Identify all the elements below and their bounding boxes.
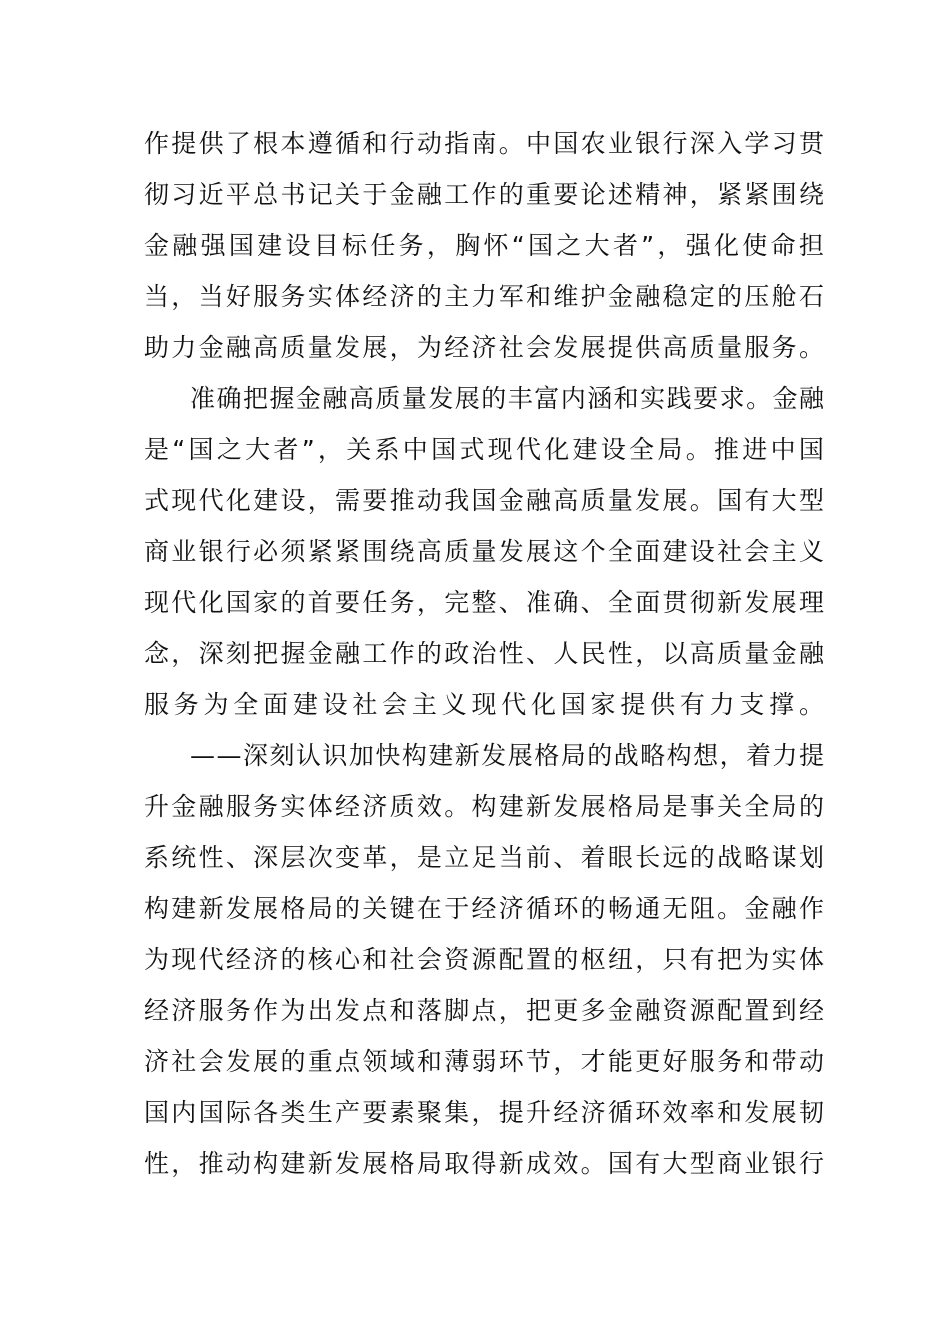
text-line: 彻习近平总书记关于金融工作的重要论述精神，紧紧围绕: [144, 180, 827, 209]
text-line: 念，深刻把握金融工作的政治性、人民性，以高质量金融: [144, 639, 827, 668]
text-line: 现代化国家的首要任务，完整、准确、全面贯彻新发展理: [144, 588, 827, 617]
text-line: 式现代化建设，需要推动我国金融高质量发展。国有大型: [144, 486, 827, 515]
text-line: 经济服务作为出发点和落脚点，把更多金融资源配置到经: [144, 996, 827, 1025]
text-line: 是“国之大者”，关系中国式现代化建设全局。推进中国: [144, 435, 828, 464]
text-line: 当，当好服务实体经济的主力军和维护金融稳定的压舱石: [144, 282, 827, 311]
text-line: ——深刻认识加快构建新发展格局的战略构想，着力提: [190, 741, 826, 770]
text-line: 构建新发展格局的关键在于经济循环的畅通无阻。金融作: [144, 894, 827, 923]
text-line: 商业银行必须紧紧围绕高质量发展这个全面建设社会主义: [144, 537, 827, 566]
text-line: 系统性、深层次变革，是立足当前、着眼长远的战略谋划: [144, 843, 827, 872]
body-text: [144, 118, 829, 1189]
text-line: 升金融服务实体经济质效。构建新发展格局是事关全局的: [144, 792, 827, 821]
text-line: 服务为全面建设社会主义现代化国家提供有力支撑。: [144, 690, 829, 719]
text-line: 助力金融高质量发展，为经济社会发展提供高质量服务。: [144, 333, 827, 362]
text-line: 国内国际各类生产要素聚集，提升经济循环效率和发展韧: [144, 1098, 827, 1127]
text-line: 金融强国建设目标任务，胸怀“国之大者”，强化使命担: [144, 231, 828, 260]
text-line: 济社会发展的重点领域和薄弱环节，才能更好服务和带动: [144, 1047, 827, 1076]
text-line: 性，推动构建新发展格局取得新成效。国有大型商业银行: [144, 1149, 827, 1178]
text-line: 作提供了根本遵循和行动指南。中国农业银行深入学习贯: [144, 129, 827, 158]
text-line: 准确把握金融高质量发展的丰富内涵和实践要求。金融: [190, 384, 826, 413]
text-line: 为现代经济的核心和社会资源配置的枢纽，只有把为实体: [144, 945, 827, 974]
